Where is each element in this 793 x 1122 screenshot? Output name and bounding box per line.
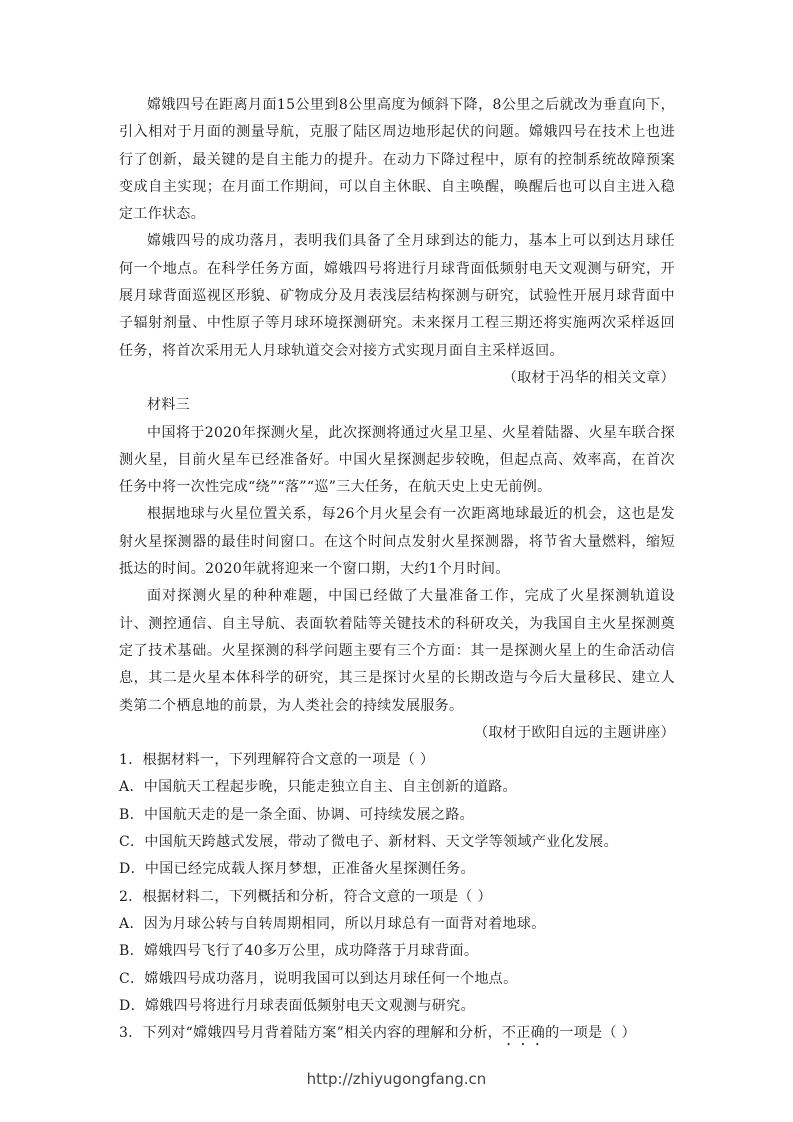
question-3-emphasis: 不正确 — [502, 1025, 546, 1042]
question-3-stem-post: 的一项是（ ） — [545, 1025, 636, 1042]
question-1-option-c: C．中国航天跨越式发展，带动了微电子、新材料、天文学等领域产业化发展。 — [119, 834, 618, 851]
question-3-stem — [119, 1020, 675, 1049]
question-1-option-d: D．中国已经完成载人探月梦想，正准备火星探测任务。 — [119, 861, 475, 878]
source-note-m3: （取材于欧阳自远的主题讲座） — [474, 724, 675, 741]
footer-url: http://zhiyugongfang.cn — [306, 1070, 487, 1088]
paragraph-m3-3: 面对探测火星的种种难题，中国已经做了大量准备工作，完成了火星探测轨道设计、测控通信、自主导航、表面软着陆等关键技术的科研攻关，为我国自主火星探测奠定了技术基础。火星探测的科学问题主要有三个方面：其一是探测火星上的生命活动信息，其二是火星本体科学的研究，其三是探讨火星的长期改造与今后大量移民、建立人类第二个栖息地的前景，为人类社会的持续发展服务。 — [119, 588, 675, 714]
question-2-option-c: C．嫦娥四号成功落月，说明我国可以到达月球任何一个地点。 — [119, 970, 518, 987]
paragraph-m2-2: 嫦娥四号的成功落月，表明我们具备了全月球到达的能力，基本上可以到达月球任何一个地点。在科学任务方面，嫦娥四号将进行月球背面低频射电天文观测与研究，开展月球背面巡视区形貌、矿物成分及月表浅层结构探测与研究，试验性开展月球背面中子辐射剂量、中性原子等月球环境探测研究。未来探月工程三期还将实施两次采样返回任务，将首次采用无人月球轨道交会对接方式实现月面自主采样返回。 — [119, 233, 675, 359]
question-2-option-a: A．因为月球公转与自转周期相同，所以月球总有一面背对着地球。 — [119, 915, 546, 932]
paragraph-m2-1: 嫦娥四号在距离月面15公里到8公里高度为倾斜下降，8公里之后就改为垂直向下，引入相对于月面的测量导航，克服了陆区周边地形起伏的问题。嫦娥四号在技术上也进行了创新，最关键的是自主能力的提升。在动力下降过程中，原有的控制系统故障预案变成自主实现；在月面工作期间，可以自主休眠、自主唤醒，唤醒后也可以自主进入稳定工作状态。 — [119, 97, 675, 223]
document-body — [119, 92, 675, 1049]
question-1-option-a: A．中国航天工程起步晚，只能走独立自主、自主创新的道路。 — [119, 779, 517, 796]
question-1-option-b: B．中国航天走的是一条全面、协调、可持续发展之路。 — [119, 806, 475, 823]
question-1-stem: 1．根据材料一，下列理解符合文意的一项是（ ） — [119, 752, 435, 769]
question-3-stem-pre: 3．下列对“嫦娥四号月背着陆方案”相关内容的理解和分析， — [119, 1025, 503, 1042]
question-2-stem: 2．根据材料二，下列概括和分析，符合文意的一项是（ ） — [119, 888, 492, 905]
paragraph-m3-2: 根据地球与火星位置关系，每26个月火星会有一次距离地球最近的机会，这也是发射火星探测器的最佳时间窗口。在这个时间点发射火星探测器，将节省大量燃料，缩短抵达的时间。2020年就将迎来一个窗口期，大约1个月时间。 — [119, 506, 675, 578]
question-2-option-d: D．嫦娥四号将进行月球表面低频射电天文观测与研究。 — [119, 997, 475, 1014]
section-heading-m3: 材料三 — [147, 397, 191, 414]
question-2-option-b: B．嫦娥四号飞行了40多万公里，成功降落于月球背面。 — [119, 943, 479, 960]
source-note-m2: （取材于冯华的相关文章） — [502, 369, 675, 386]
paragraph-m3-1: 中国将于2020年探测火星，此次探测将通过火星卫星、火星着陆器、火星车联合探测火星，目前火星车已经准备好。中国火星探测起步较晚，但起点高、效率高，在首次任务中将一次性完成“绕”“落”“巡”三大任务，在航天史上史无前例。 — [119, 424, 675, 496]
